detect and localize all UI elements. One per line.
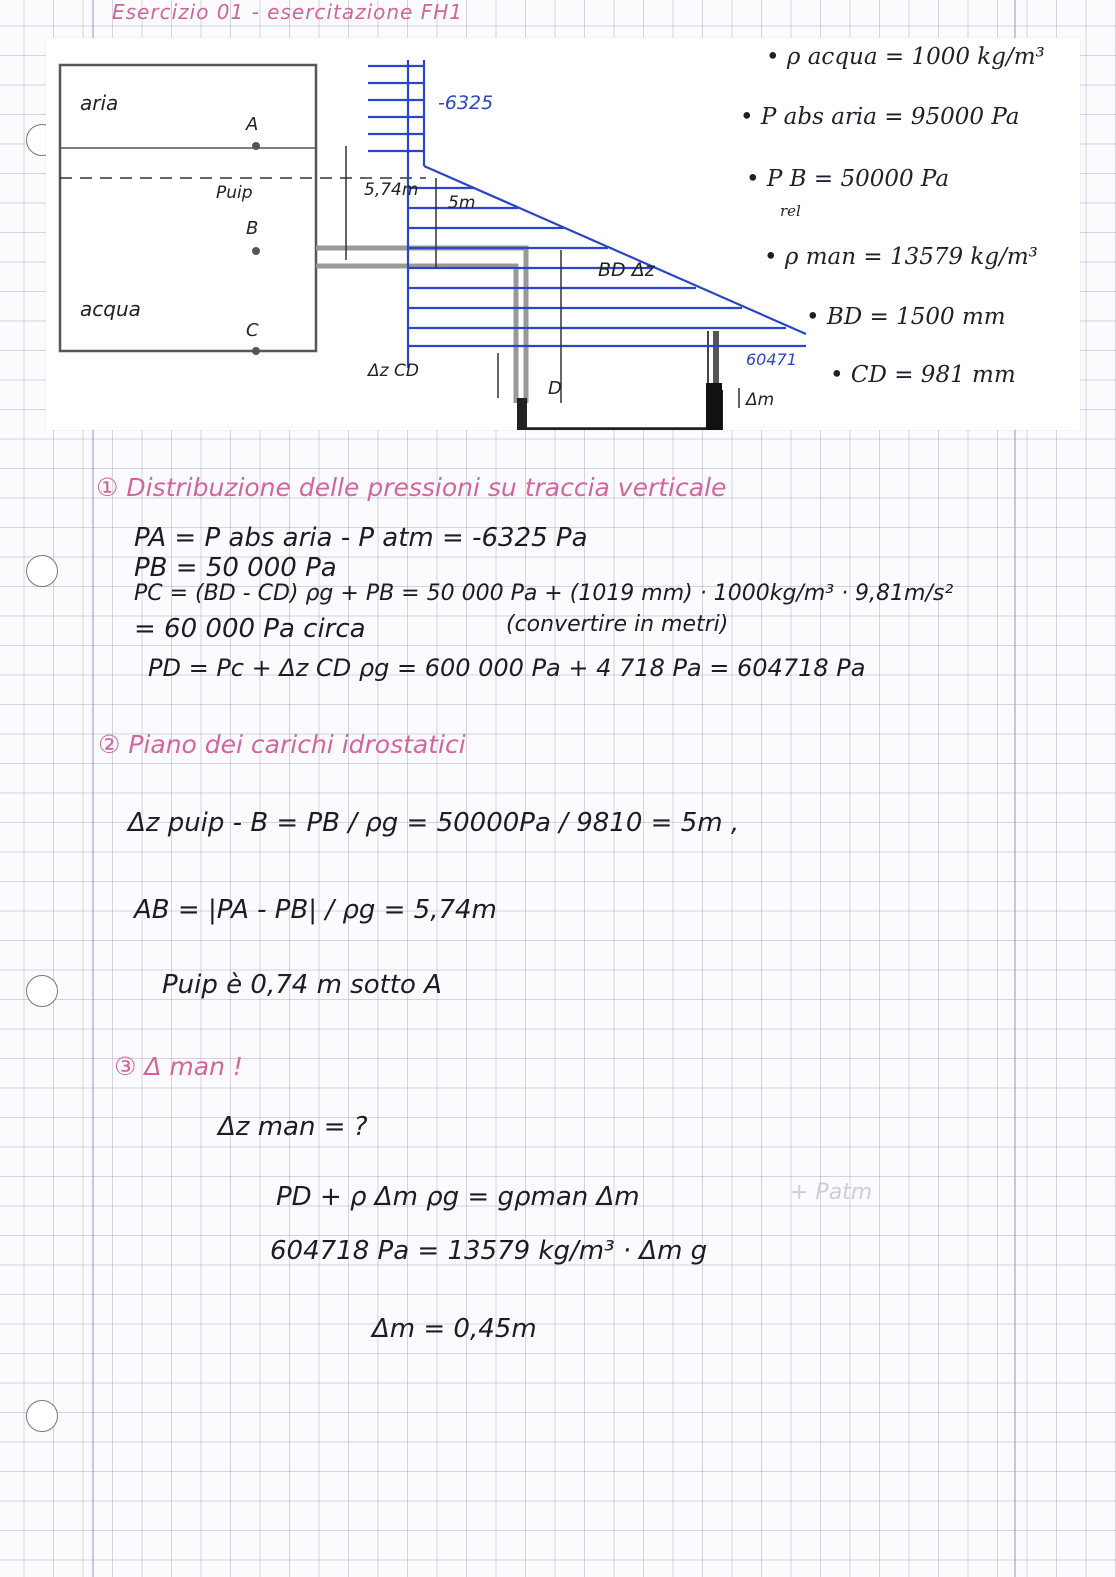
label-point-b: B — [246, 218, 259, 239]
label-puip: Puip — [216, 183, 253, 203]
point-b-marker — [252, 247, 260, 255]
label-bd-dz: BD Δz — [598, 259, 655, 281]
equation-pc-result: = 60 000 Pa circa — [134, 614, 366, 644]
outlet-pipe — [316, 248, 526, 403]
equation-pc: PC = (BD - CD) ρg + PB = 50 000 Pa + (1019 mm) · 1000kg/m³ · 9,81m/s² — [134, 581, 954, 606]
page-title: Esercizio 01 - esercitazione FH1 — [112, 0, 463, 24]
equation-dz-man: Δz man = ? — [218, 1112, 368, 1142]
label-aria: aria — [80, 91, 119, 115]
label-point-d: D — [548, 378, 562, 399]
point-a-marker — [252, 142, 260, 150]
equation-balance-faded: + Patm — [790, 1180, 873, 1205]
equation-pc-note: (convertire in metri) — [506, 612, 729, 637]
given-bd: • BD = 1500 mm — [806, 304, 1006, 330]
section-heading-3: ③ Δ man ! — [114, 1052, 243, 1081]
diagram-panel — [46, 38, 1080, 430]
equation-pd: PD = Pc + Δz CD ρg = 600 000 Pa + 4 718 Pa = 604718 Pa — [148, 654, 866, 682]
label-delta-m: Δm — [746, 390, 775, 410]
equation-pb: PB = 50 000 Pa — [134, 553, 337, 583]
binder-hole — [26, 975, 58, 1007]
given-cd: • CD = 981 mm — [830, 362, 1016, 388]
label-acqua: acqua — [80, 297, 141, 321]
point-c-marker — [252, 347, 260, 355]
equation-substitution: 604718 Pa = 13579 kg/m³ · Δm g — [270, 1236, 708, 1266]
label-pressure-top: -6325 — [438, 92, 494, 114]
label-point-c: C — [246, 320, 259, 341]
given-rho-man: • ρ man = 13579 kg/m³ — [764, 244, 1038, 270]
given-pb-subscript: rel — [780, 202, 801, 220]
given-rho-water: • ρ acqua = 1000 kg/m³ — [766, 44, 1045, 70]
mercury-column-icon — [706, 383, 722, 430]
binder-hole — [26, 555, 58, 587]
section-heading-2: ② Piano dei carichi idrostatici — [98, 730, 466, 759]
negative-pressure-arrows — [368, 66, 424, 151]
equation-result: Δm = 0,45m — [372, 1314, 537, 1344]
equation-puip-position: Puip è 0,74 m sotto A — [162, 970, 442, 1000]
equation-pa: PA = P abs aria - P atm = -6325 Pa — [134, 523, 588, 553]
label-dim-5m: 5m — [448, 193, 476, 213]
label-dz-cd: Δz CD — [368, 361, 419, 381]
given-pb: • P B = 50000 Pa — [746, 166, 950, 192]
label-pressure-bottom: 60471 — [746, 350, 797, 369]
equation-ab: AB = |PA - PB| / ρg = 5,74m — [134, 895, 497, 925]
section-heading-1: ① Distribuzione delle pressioni su traccia verticale — [96, 473, 727, 502]
binder-hole — [26, 1400, 58, 1432]
given-pabs-air: • P abs aria = 95000 Pa — [740, 104, 1020, 130]
equation-dz-puip: Δz puip - B = PB / ρg = 50000Pa / 9810 = 5m , — [128, 808, 740, 838]
equation-balance: PD + ρ Δm ρg = gρman Δm — [276, 1182, 640, 1212]
label-point-a: A — [246, 114, 259, 135]
label-dim-ab: 5,74m — [364, 180, 419, 200]
